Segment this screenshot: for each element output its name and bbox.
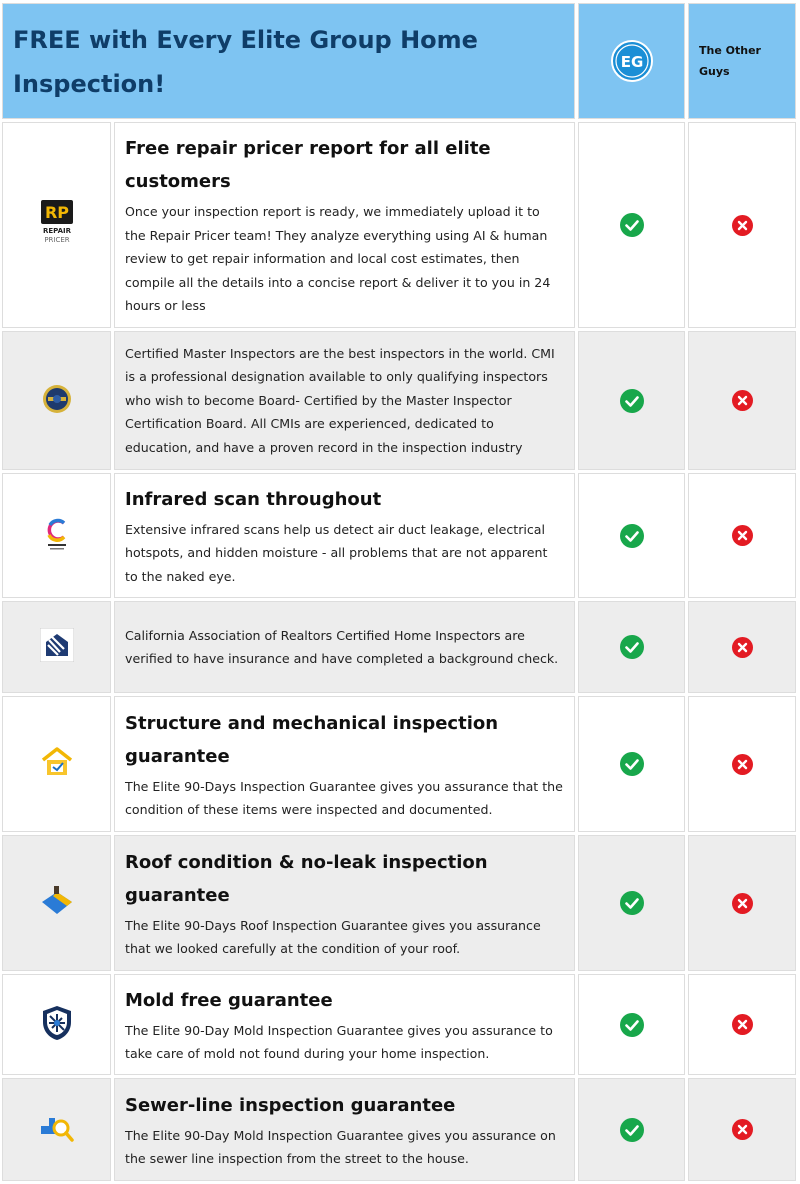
other-guys-column-header: The Other Guys <box>688 3 796 119</box>
feature-description: Once your inspection report is ready, we immediately upload it to the Repair Pricer team! They analyze everything using AI & human review to get repair information and local cost estimates, then compile all the details into a concise report & deliver it to you in 24 hours or less <box>125 204 551 314</box>
elite-status-cell <box>578 331 685 470</box>
mold-shield-icon <box>40 1004 74 1042</box>
feature-description: The Elite 90-Days Inspection Guarantee gives you assurance that the condition of these items were inspected and documented. <box>125 778 563 817</box>
other-guys-status-cell <box>688 974 796 1075</box>
feature-title: Structure and mechanical inspection guarantee <box>125 712 499 767</box>
feature-text-cell <box>114 331 575 470</box>
feature-description: California Association of Realtors Certified Home Inspectors are verified to have insurance and have completed a background check. <box>125 627 559 666</box>
table-row <box>2 473 796 598</box>
feature-text-cell <box>114 1078 575 1181</box>
infrared-certified-logo-icon <box>42 517 72 551</box>
cross-icon <box>689 893 795 914</box>
table-row <box>2 696 796 832</box>
cross-icon <box>689 754 795 775</box>
cross-icon <box>689 1014 795 1035</box>
cross-icon <box>689 215 795 236</box>
cross-icon <box>689 390 795 411</box>
check-icon <box>579 1118 684 1142</box>
elite-status-cell <box>578 122 685 328</box>
check-icon <box>579 524 684 548</box>
feature-title: Free repair pricer report for all elite customers <box>125 138 491 193</box>
elite-group-column-header <box>578 3 685 119</box>
sewer-pipe-magnifier-icon <box>39 1112 75 1144</box>
feature-text-cell <box>114 122 575 328</box>
check-icon <box>579 1013 684 1037</box>
other-guys-status-cell <box>688 696 796 832</box>
check-icon <box>579 752 684 776</box>
feature-icon-cell <box>2 473 111 598</box>
header-row <box>2 3 796 119</box>
check-icon <box>579 891 684 915</box>
feature-title: Sewer-line inspection guarantee <box>125 1094 456 1116</box>
other-guys-status-cell <box>688 122 796 328</box>
repair-pricer-logo-icon <box>37 200 77 246</box>
feature-icon-cell <box>2 696 111 832</box>
house-guarantee-icon <box>40 746 74 778</box>
elite-status-cell <box>578 696 685 832</box>
table-row <box>2 974 796 1075</box>
feature-text-cell <box>114 696 575 832</box>
feature-text-cell <box>114 473 575 598</box>
other-guys-status-cell <box>688 1078 796 1181</box>
check-icon <box>579 213 684 237</box>
feature-icon-cell <box>2 974 111 1075</box>
california-realtors-logo-icon <box>40 628 74 662</box>
other-guys-status-cell <box>688 331 796 470</box>
check-icon <box>579 389 684 413</box>
feature-text-cell <box>114 974 575 1075</box>
svg-text:REPAIR: REPAIR <box>42 227 71 235</box>
table-row <box>2 601 796 693</box>
elite-status-cell <box>578 473 685 598</box>
elite-status-cell <box>578 601 685 693</box>
other-guys-status-cell <box>688 835 796 971</box>
table-row <box>2 1078 796 1181</box>
svg-text:RP: RP <box>44 203 69 222</box>
cross-icon <box>689 525 795 546</box>
elite-group-logo-icon <box>610 39 654 83</box>
table-row <box>2 331 796 470</box>
other-guys-status-cell <box>688 601 796 693</box>
feature-text-cell <box>114 601 575 693</box>
feature-title: Mold free guarantee <box>125 989 333 1011</box>
elite-status-cell <box>578 835 685 971</box>
feature-description: The Elite 90-Day Mold Inspection Guarantee gives you assurance to take care of mold not found during your home inspection. <box>125 1022 553 1061</box>
feature-icon-cell <box>2 835 111 971</box>
feature-description: The Elite 90-Day Mold Inspection Guarantee gives you assurance on the sewer line inspection from the street to the house. <box>125 1127 556 1166</box>
cross-icon <box>689 1119 795 1140</box>
feature-description: Certified Master Inspectors are the best inspectors in the world. CMI is a professional designation available to only qualifying inspectors who wish to become Board- Certified by the Master Inspector Certification Board. All CMIs are experienced, dedicated to education, and have a proven record in the inspection industry <box>125 345 555 455</box>
table-row <box>2 835 796 971</box>
roof-icon <box>40 884 74 918</box>
feature-text-cell <box>114 835 575 971</box>
feature-icon-cell <box>2 122 111 328</box>
feature-title: Roof condition & no-leak inspection guarantee <box>125 851 488 906</box>
elite-status-cell <box>578 974 685 1075</box>
page-title: FREE with Every Elite Group Home Inspection! <box>2 3 575 119</box>
svg-text:PRICER: PRICER <box>43 236 70 244</box>
feature-icon-cell <box>2 601 111 693</box>
table-row <box>2 122 796 328</box>
certified-master-inspector-seal-icon <box>42 384 72 414</box>
svg-text:EG: EG <box>620 53 643 71</box>
check-icon <box>579 635 684 659</box>
feature-icon-cell <box>2 331 111 470</box>
feature-description: The Elite 90-Days Roof Inspection Guarantee gives you assurance that we looked carefully at the condition of your roof. <box>125 917 541 956</box>
other-guys-status-cell <box>688 473 796 598</box>
cross-icon <box>689 637 795 658</box>
feature-icon-cell <box>2 1078 111 1181</box>
feature-description: Extensive infrared scans help us detect air duct leakage, electrical hotspots, and hidden moisture - all problems that are not apparent to the naked eye. <box>125 521 548 584</box>
elite-status-cell <box>578 1078 685 1181</box>
feature-title: Infrared scan throughout <box>125 488 382 510</box>
